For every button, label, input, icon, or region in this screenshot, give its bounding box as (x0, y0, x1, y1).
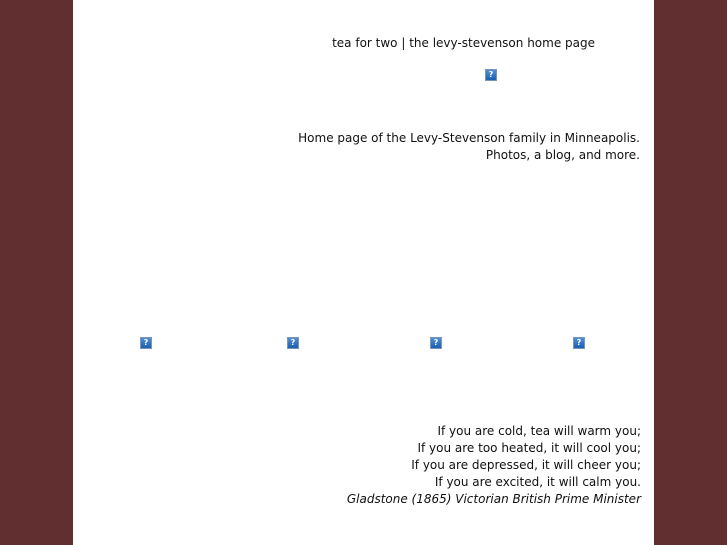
tagline-line-2: Photos, a blog, and more. (485, 148, 640, 162)
page-content (73, 0, 654, 545)
tagline (73, 130, 640, 164)
quote-line-2: If you are too heated, it will cool you; (417, 441, 641, 455)
tea-quote (73, 423, 641, 508)
nav-image-link-4-icon[interactable]: ? (573, 337, 585, 349)
quote-line-3: If you are depressed, it will cheer you; (411, 458, 641, 472)
quote-line-1: If you are cold, tea will warm you; (437, 424, 641, 438)
tagline-line-1: Home page of the Levy-Stevenson family in Minneapolis. (298, 131, 640, 145)
quote-attribution: Gladstone (1865) Victorian British Prime Minister (346, 492, 641, 506)
nav-image-link-2-icon[interactable]: ? (287, 337, 299, 349)
header-image-placeholder-icon: ? (485, 69, 497, 81)
nav-image-link-1-icon[interactable]: ? (140, 337, 152, 349)
quote-line-4: If you are excited, it will calm you. (434, 475, 641, 489)
nav-image-link-3-icon[interactable]: ? (430, 337, 442, 349)
page-title: tea for two | the levy-stevenson home page (332, 36, 595, 50)
